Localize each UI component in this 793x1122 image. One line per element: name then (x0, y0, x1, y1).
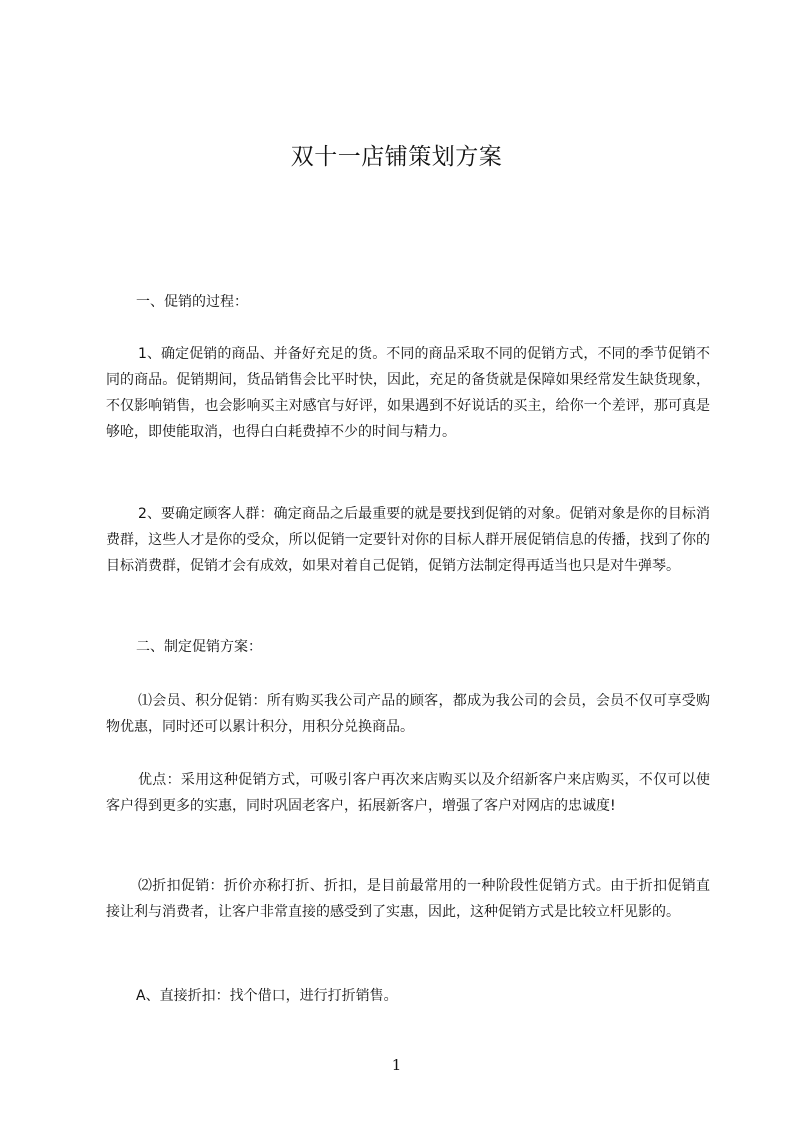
paragraph-member-points-promotion: ⑴会员、积分促销：所有购买我公司产品的顾客，都成为我公司的会员，会员不仅可享受购物优惠，同时还可以累计积分，用积分兑换商品。 (106, 693, 710, 735)
page-number: 1 (391, 1056, 402, 1074)
document-title: 双十一店铺策划方案 (290, 144, 503, 170)
paragraph-member-advantages: 优点：采用这种促销方式，可吸引客户再次来店购买以及介绍新客户来店购买，不仅可以使客户得到更多的实惠，同时巩固老客户，拓展新客户，增强了客户对网店的忠诚度! (106, 772, 710, 814)
paragraph-prepare-goods: 1、确定促销的商品、并备好充足的货。不同的商品采取不同的促销方式，不同的季节促销不同的商品。促销期间，货品销售会比平时快，因此，充足的备货就是保障如果经常发生缺货现象，不仅影响销售，也会影响买主对感官与好评，如果遇到不好说话的买主，给你一个差评，那可真是够呛，即使能取消，也得白白耗费掉不少的时间与精力。 (106, 346, 710, 440)
paragraph-target-customers: 2、要确定顾客人群：确定商品之后最重要的就是要找到促销的对象。促销对象是你的目标消费群，这些人才是你的受众，所以促销一定要针对你的目标人群开展促销信息的传播，找到了你的目标消费群，促销才会有成效，如果对着自己促销，促销方法制定得再适当也只是对牛弹琴。 (106, 506, 710, 574)
paragraph-direct-discount: A、直接折扣：找个借口，进行打折销售。 (136, 988, 398, 1004)
section-heading-promotion-plan: 二、制定促销方案： (136, 639, 262, 655)
section-heading-promotion-process: 一、促销的过程： (136, 294, 248, 310)
paragraph-discount-promotion: ⑵折扣促销：折价亦称打折、折扣，是目前最常用的一种阶段性促销方式。由于折扣促销直接让利与消费者，让客户非常直接的感受到了实惠，因此，这种促销方式是比较立杆见影的。 (106, 878, 710, 920)
